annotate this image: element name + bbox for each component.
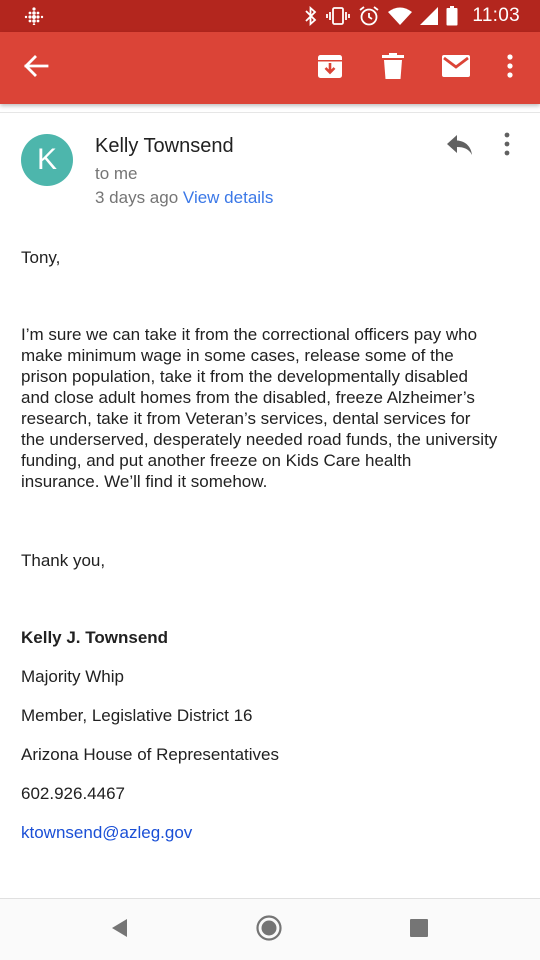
alarm-icon [358, 5, 380, 27]
signature-name: Kelly J. Townsend [21, 628, 169, 647]
toolbar [0, 32, 540, 104]
mark-unread-icon [442, 55, 470, 82]
time-ago: 3 days ago [95, 188, 179, 207]
signature-phone[interactable]: 602.926.4467 [21, 784, 125, 803]
archive-icon [317, 53, 343, 84]
bluetooth-icon [304, 6, 318, 26]
signature-title: Majority Whip [21, 667, 124, 686]
signature-email-link[interactable]: ktownsend@azleg.gov [21, 823, 193, 842]
reply-button[interactable] [446, 133, 476, 159]
sender-name: Kelly Townsend [95, 135, 234, 157]
email-closing: Thank you, [21, 551, 106, 570]
status-bar [0, 0, 540, 32]
battery-icon [446, 6, 458, 26]
delete-icon [382, 53, 404, 84]
message-more-button[interactable] [503, 132, 523, 158]
mark-unread-button[interactable] [438, 50, 474, 86]
avatar[interactable]: K [21, 134, 73, 186]
fitbit-icon [24, 7, 44, 30]
signature-organization: Arizona House of Representatives [21, 745, 279, 764]
more-vert-icon [506, 54, 514, 83]
reply-icon [446, 144, 474, 161]
archive-button[interactable] [312, 50, 348, 86]
more-options-button[interactable] [492, 50, 528, 86]
more-vert-icon [503, 143, 511, 160]
email-message: I’m sure we can take it from the correctional officers pay who make minimum wage in some cases, release some of the prison population, take it from the developmentally disabled and close adult homes from the disabled, freeze Alzheimer’s research, take it from Veteran’s services, dental services for the underserved, desperately needed road funds, the university funding, and put another freeze on Kids Care health insurance. We’ll find it somehow. [21, 325, 498, 491]
divider [0, 112, 540, 113]
nav-back-button[interactable] [105, 915, 135, 945]
back-button[interactable] [18, 50, 54, 86]
vibrate-icon [326, 6, 350, 26]
wifi-icon [388, 7, 412, 25]
view-details-link[interactable]: View details [182, 188, 274, 207]
email-greeting: Tony, [21, 248, 61, 267]
signature-district: Member, Legislative District 16 [21, 706, 253, 725]
nav-recents-icon [410, 919, 428, 942]
nav-back-icon [112, 919, 128, 942]
sent-info [95, 188, 273, 208]
signal-icon [420, 7, 438, 25]
navigation-bar [0, 899, 540, 960]
recipient-label: to me [95, 164, 138, 183]
nav-recents-button[interactable] [404, 915, 434, 945]
nav-home-icon [255, 914, 283, 947]
nav-home-button[interactable] [254, 915, 284, 945]
status-time: 11:03 [472, 5, 520, 26]
back-arrow-icon [23, 53, 49, 84]
delete-button[interactable] [375, 50, 411, 86]
